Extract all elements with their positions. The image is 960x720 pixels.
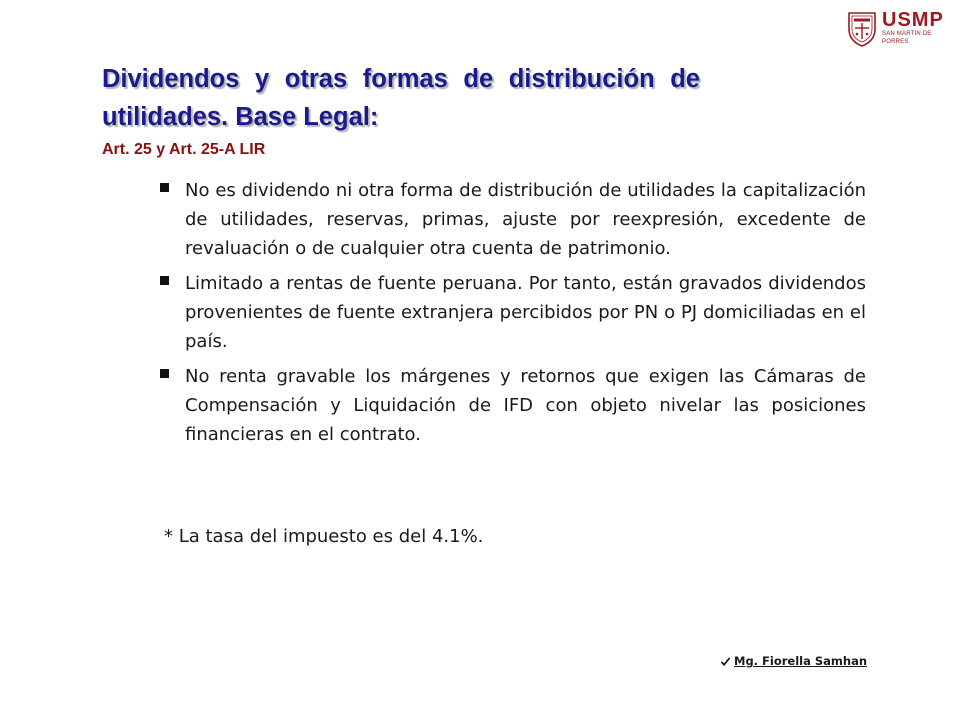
bullet-list (158, 176, 866, 455)
bullet-text: Limitado a rentas de fuente peruana. Por tanto, están gravados dividendos provenientes de fuente extranjera percibidos por PN o PJ domiciliadas en el país. (185, 273, 866, 352)
bullet-item (158, 269, 866, 356)
checkmark-icon (720, 656, 731, 667)
bullet-text: No es dividendo ni otra forma de distribución de utilidades la capitalización de utilidades, reservas, primas, ajuste por reexpresión, excedente de revaluación o de cualquier otra cuenta de patrimonio. (185, 180, 866, 259)
author-credit (720, 654, 867, 668)
tax-rate-note: * La tasa del impuesto es del 4.1%. (164, 526, 484, 547)
university-seal-icon (846, 9, 878, 47)
logo-name: USMP (882, 9, 944, 31)
bullet-text: No renta gravable los márgenes y retornos que exigen las Cámaras de Compensación y Liquidación de IFD con objeto nivelar las posiciones financieras en el contrato. (185, 366, 866, 445)
usmp-logo (846, 6, 946, 50)
square-bullet-icon (160, 369, 169, 378)
logo-subtitle: SAN MARTIN DE PORRES (882, 31, 932, 45)
square-bullet-icon (160, 183, 169, 192)
slide-title: Dividendos y otras formas de distribución de utilidades. Base Legal: (102, 65, 700, 131)
author-name: Mg. Fiorella Samhan (734, 654, 868, 668)
bullet-item (158, 362, 866, 449)
slide-subtitle: Art. 25 y Art. 25-A LIR (102, 141, 266, 158)
bullet-item (158, 176, 866, 263)
square-bullet-icon (160, 276, 169, 285)
